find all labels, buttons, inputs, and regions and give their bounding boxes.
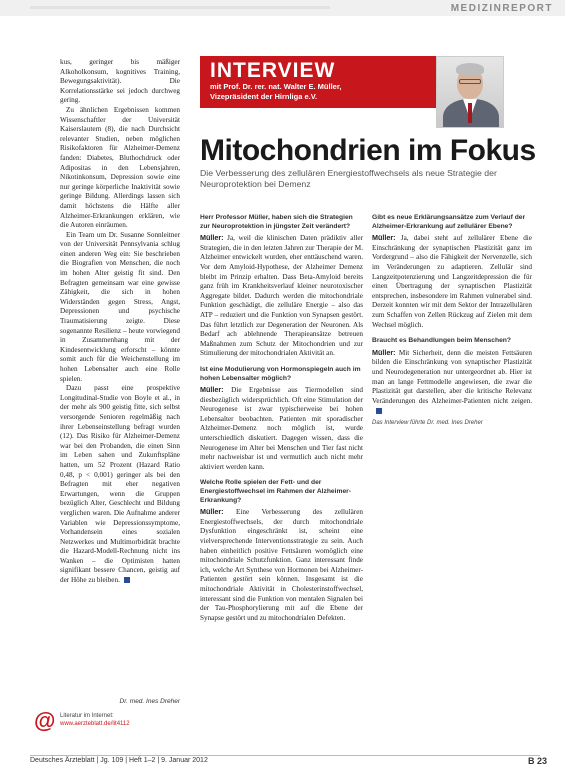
left-paragraph: Ein Team um Dr. Susanne Sonnleitner von der Universität Pennsylvania schlug einen anderen Weg ein: Sie beschrieben die Biografien von Menschen, die noch im hohen Alter geistig fit sind. Den Befragten gemeinsam war eine gewisse Zähigkeit, die sich in hohen Widerständen gegen Stress, Angst, Depressionen und psychische Traumatisierung zeigte. Diese sogenannte Resilienz – heute vorwiegend in Zusammenhang mit der Kindesentwicklung erforscht – könnte somit auch für die Weichenstellung im hohen Lebensalter auch eine Rolle spielen. [60,230,180,383]
left-paragraph-text: Dazu passt eine prospektive Longitudinal-Studie von Boyle et al., in der mehr als 900 geistig fitte, sich selbst versorgende Senioren regelmäßig nach ihrer Lebenseinstellung befragt wurden (12). Das Risiko für Alzheimer-Demenz war bei den Probanden, die einen Sinn im Leben sahen und Zukunftspläne hatten, um 52 Prozent (Hazard Ratio 0,48, p < 0,001) geringer als bei den Befragten mit eher negativen Erwartungen, wenn die Gruppen bezüglich Alter, Geschlecht und Bildung verglichen waren. Die Aufnahme anderer Variablen wie Depressionssymptome, Vorhandensein eines sozialen Netzwerkes und Multimorbidität brachte die Hazard-Modell-Rechnung nicht ins Wanken – die Optimisten hatten signifikant bessere Chancen, geistig auf der Höhe zu bleiben. [60,384,180,585]
interviewee-portrait [436,56,504,128]
interview-banner [200,56,436,108]
portrait-hair [456,63,484,75]
answer-text: Mit Sicherheit, denn die meisten Fettsäuren bilden die Einschränkung von synaptischer Plastizität und Neurodegeneration nur untergeordnet ab. Hier ist man an lange Fettmodelle angewiesen, die zwar die Plastizität gut darstellen, aber die kritische Relevanz Veränderungen des Alzheimer-Patienten nicht zeigen. [372,348,532,405]
interview-question: Ist eine Modulierung von Hormonspiegeln auch im hohen Lebensalter möglich? [200,365,361,382]
footer-rule [30,755,540,756]
speaker-label: Müller: [200,233,224,243]
interview-question: Braucht es Behandlungen beim Menschen? [372,337,511,345]
interview-answer [200,233,363,359]
literature-online-text [60,712,130,728]
speaker-label: Müller: [372,347,396,357]
header-rule [30,6,330,9]
left-paragraph: kus, geringer bis mäßiger Alkoholkonsum, kognitives Training, Bewegungsaktivität). Die Korrelationsstärke sei jedoch durchweg gering. [60,58,180,105]
interview-credit: Das Interview führte Dr. med. Ines Dreher [372,419,483,426]
page-header-bar [0,0,565,16]
interview-answer [200,507,363,623]
end-mark-icon [124,577,130,583]
page-number: B 23 [527,756,547,766]
interviewee-name: mit Prof. Dr. rer. nat. Walter E. Müller, [210,82,342,91]
footer-journal: Deutsches Ärzteblatt | Jg. 109 | Heft 1–2 | 9. Januar 2012 [30,757,208,764]
answer-text: Die Ergebnisse aus Tiermodellen sind diesbezüglich widersprüchlich. Oft eine Stimulation der Neurogenese ist zwar typischerweise bei hohen Lebensalter beobachten. Patienten mit sporadischer Alzheimer-Demenz noch möglich ist, wurde unterschiedlich diskutiert. Dagegen wissen, dass die Neurogenese im Alter bei Menschen und Tier fast nicht mehr nachweisbar ist und vermutlich auch nicht mehr aktiviert werden kann. [200,386,363,471]
answer-text: Ja, dabei steht auf zellulärer Ebene die Einschränkung der synaptischen Plastizität ganz im Vordergrund – also die Fähigkeit der Nervenzelle, sich im Veränderungen zu adaptieren. Zellulär sind Langzeitpotenzierung und Langzeitdepression die für einen Übertragung der synaptischen Plastizität entsprechen, insbesondere im Rahmen vulnerabel sind. Derzeit konnten wir mit dem Sektor der Intrazellulären zum Schaffen von Zellen Rückzug auf Zielen mit dem Wechsel möglich. [372,234,532,329]
interview-question: Welche Rolle spielen der Fett- und der Energiestoffwechsel im Rahmen der Alzheimer-Erkrankung? [200,479,352,504]
article-dek: Die Verbesserung des zellulären Energiestoffwechsels als neue Strategie der Neuroprotektion bei Demenz [200,168,497,189]
literature-label: Literatur im Internet: [60,713,114,719]
end-mark-icon [376,408,382,414]
interview-question: Herr Professor Müller, haben sich die Strategien zur Neuroprotektion in jüngster Zeit verändert? [200,214,353,230]
portrait-glasses [459,79,481,84]
author-note: Dr. med. Ines Dreher [119,698,180,705]
article-title: Mitochondrien im Fokus [200,134,536,167]
at-sign-icon: @ [34,708,56,733]
answer-text: Eine Verbesserung des zellulären Energiestoffwechsels, der durch mitochondriale Dysfunktion eingeschränkt ist, scheint eine vielversprechende Interventionsstrategie zu sein. Auch haben einheitlich positive Fettsäuren womöglich eine mitochondriale Schutzfunktion. Ganz interessant finde ich, welche Art Synthese von Hormonen bei Alzheimer-Patienten gestört sein können. Insgesamt ist die mitochondriale Aktivität in Cholesterinstoffwechsel, interessant sind die Funktion von mentalen Signalen bei der Tau-Phosphorylierung mit auf die Ebene der Synapse gestört und zu mitochondrialen Defekten. [200,508,363,622]
qa-column-2 [372,214,532,754]
left-column [60,58,180,694]
portrait-tie [468,103,472,123]
literature-online-box[interactable] [34,710,184,734]
speaker-label: Müller: [200,507,224,517]
interview-label: INTERVIEW [210,59,336,82]
interview-answer [372,348,532,416]
interview-answer [200,385,363,472]
qa-column-1 [200,214,363,754]
speaker-label: Müller: [200,385,224,395]
literature-url[interactable]: www.aerzteblatt.de/lit4112 [60,721,130,727]
left-paragraph [60,384,180,585]
speaker-label: Müller: [372,233,396,243]
interviewee-role: Vizepräsident der Hirnliga e.V. [210,91,318,101]
interview-answer [372,233,532,330]
section-tag: MEDIZINREPORT [450,3,553,14]
answer-text: Ja, weil die klinischen Daten prädiktiv aller Strategien, die in den letzten Jahren zur Therapie der M. Alzheimer entwickelt wurden, eher enttäuschend waren. Vor dem Amyloid-Hypothese, der Alzheimer Demenz bleibt im Prinzip erhalten. Dass Beta-Amyloid bereits ganz früh im Krankheitsverlauf kleiner neurotoxischer Aggregate bildet. Dadurch werden die mitochondriale Funktion geschädigt, die zelluläre Energie – also das ATP – reduziert und die Funktion von Synapsen gestört. Das führt letztlich zur Degeneration der Neuronen. Als Bedarf ach ablehnende Therapieansätze betreuen Maßnahmen zum Schutz der Mitochondrien und zur Stimulierung der mitochondrialen Aktivität an. [200,234,363,358]
left-paragraph: Zu ähnlichen Ergebnissen kommen Wissenschaftler der Universität Kaiserslautern (8), die nach Durchsicht relevanter Studien, neben möglichen Risikofaktoren für Alzheimer-Demenz fanden: Diabetes, Bluthochdruck oder Adipositas in den Lebensjahren, Nikotinkonsum, Depression sowie eine nur geringe körperliche Inaktivität sowie geringe Bildung. Allerdings lassen sich damit höchstens die Hälfte aller Alzheimer-Erkrankungen erklären, wie die Autoren einräumen. [60,105,180,230]
interview-question: Gibt es neue Erklärungsansätze zum Verlauf der Alzheimer-Erkrankung auf zellulärer Ebene? [372,214,526,230]
